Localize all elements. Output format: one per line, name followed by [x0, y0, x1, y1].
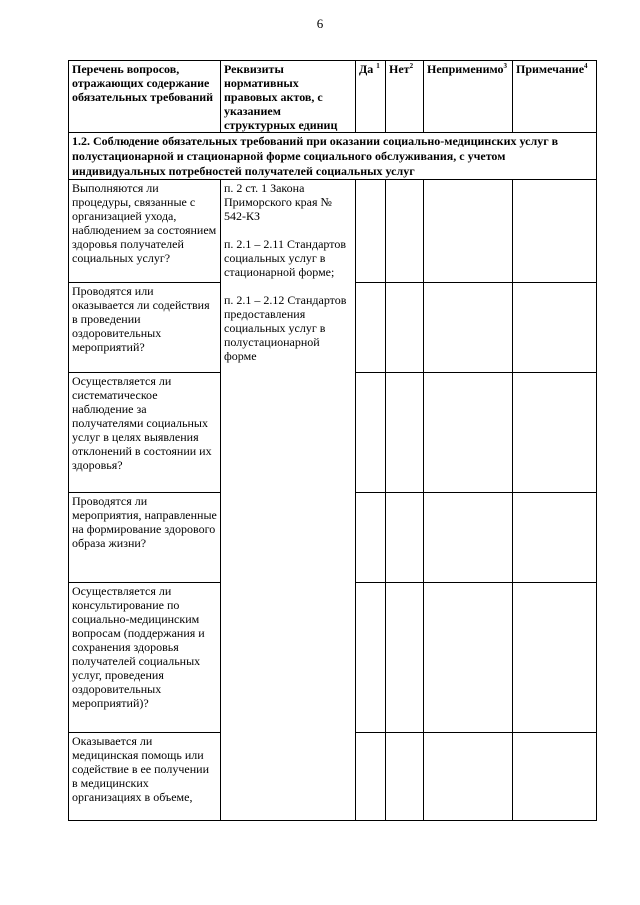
not-applicable-cell[interactable] — [424, 493, 513, 583]
note-cell[interactable] — [513, 493, 597, 583]
requisite-item: п. 2 ст. 1 Закона Приморского края № 542-КЗ — [224, 181, 332, 223]
not-applicable-cell[interactable] — [424, 283, 513, 373]
not-applicable-cell[interactable] — [424, 373, 513, 493]
header-requisites: Реквизиты нормативных правовых актов, с указанием структурных единиц — [221, 61, 356, 133]
not-applicable-cell[interactable] — [424, 180, 513, 283]
note-cell[interactable] — [513, 283, 597, 373]
header-yes: Да $^1$ — [356, 61, 386, 133]
header-row — [69, 61, 597, 133]
not-applicable-cell[interactable] — [424, 583, 513, 733]
checklist-table — [68, 60, 597, 821]
question-cell: Проводятся или оказывается ли содействия в проведении оздоровительных мероприятий? — [69, 283, 221, 373]
no-cell[interactable] — [386, 493, 424, 583]
header-not-applicable: Неприменимо$^3$ — [424, 61, 513, 133]
note-cell[interactable] — [513, 733, 597, 821]
question-cell: Осуществляется ли консультирование по социально-медицинским вопросам (поддержания и сохранения здоровья получателей социальных услуг, проведения оздоровительных мероприятий)? — [69, 583, 221, 733]
yes-cell[interactable] — [356, 733, 386, 821]
yes-cell[interactable] — [356, 493, 386, 583]
question-cell: Проводятся ли мероприятия, направленные на формирование здорового образа жизни? — [69, 493, 221, 583]
question-cell: Осуществляется ли систематическое наблюдение за получателями социальных услуг в целях выявления отклонений в состоянии их здоровья? — [69, 373, 221, 493]
note-cell[interactable] — [513, 373, 597, 493]
table-row — [69, 180, 597, 283]
requisite-item: п. 2.1 – 2.12 Стандартов предоставления социальных услуг в полустационарной форме — [224, 293, 347, 363]
no-cell[interactable] — [386, 373, 424, 493]
yes-cell[interactable] — [356, 180, 386, 283]
no-cell[interactable] — [386, 180, 424, 283]
no-cell[interactable] — [386, 733, 424, 821]
not-applicable-cell[interactable] — [424, 733, 513, 821]
question-cell: Выполняются ли процедуры, связанные с организацией ухода, наблюдением за состоянием здоровья получателей социальных услуг? — [69, 180, 221, 283]
page-number: 6 — [316, 16, 324, 31]
no-cell[interactable] — [386, 583, 424, 733]
section-title: 1.2. Соблюдение обязательных требований при оказании социально-медицинских услуг в полустационарной и стационарной форме социального обслуживания, с учетом индивидуальных потребностей получателей социальных услуг — [69, 133, 597, 180]
yes-cell[interactable] — [356, 373, 386, 493]
yes-cell[interactable] — [356, 583, 386, 733]
section-row — [69, 133, 597, 180]
question-cell: Оказывается ли медицинская помощь или содействие в ее получении в медицинских организациях в объеме, — [69, 733, 221, 821]
requisites-cell — [221, 180, 356, 821]
no-cell[interactable] — [386, 283, 424, 373]
header-note: Примечание$^4$ — [513, 61, 597, 133]
requisite-item: п. 2.1 – 2.11 Стандартов социальных услуг в стационарной форме; — [224, 237, 346, 279]
note-cell[interactable] — [513, 583, 597, 733]
header-questions: Перечень вопросов, отражающих содержание обязательных требований — [69, 61, 221, 133]
header-no: Нет$^2$ — [386, 61, 424, 133]
yes-cell[interactable] — [356, 283, 386, 373]
note-cell[interactable] — [513, 180, 597, 283]
